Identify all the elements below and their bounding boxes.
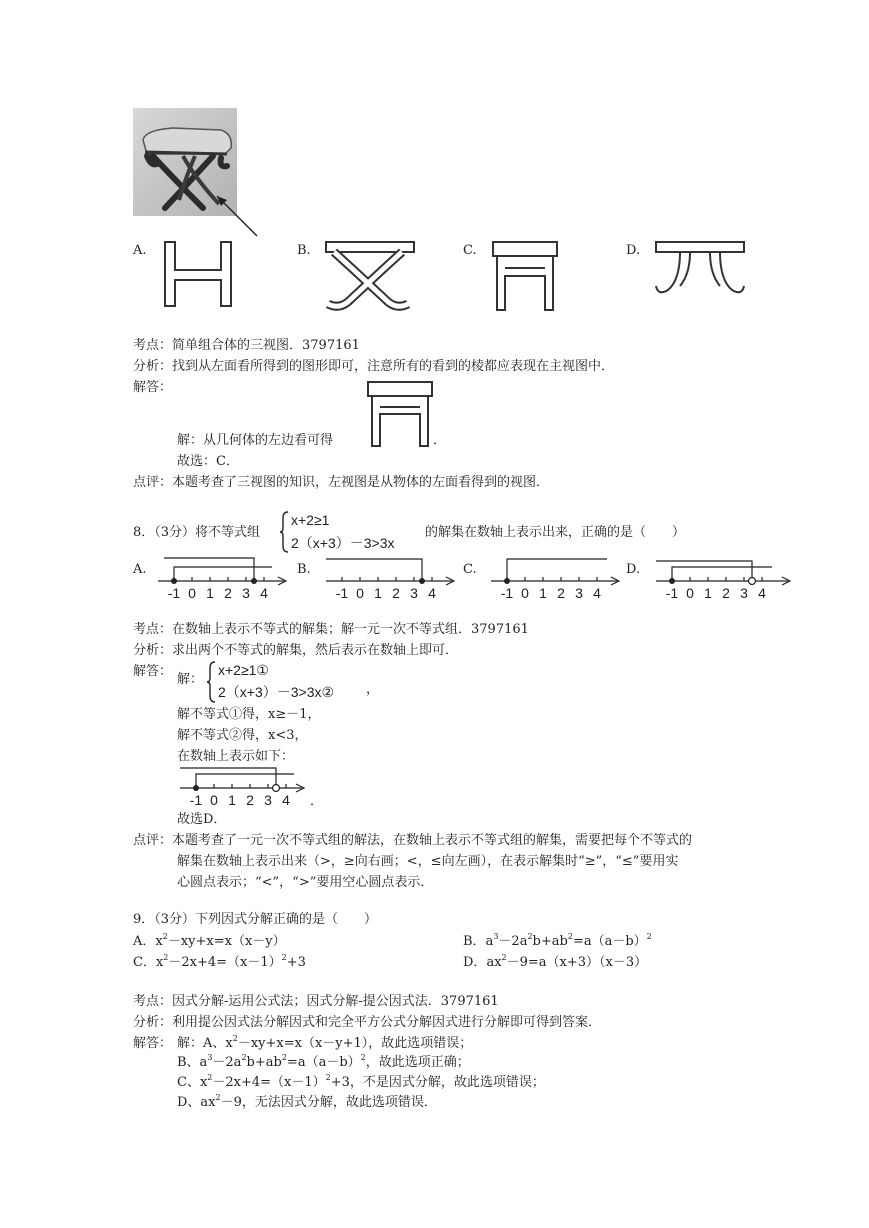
q8-solution-label: 解： bbox=[177, 672, 204, 687]
svg-text:3: 3 bbox=[264, 792, 272, 808]
q9-fenxi: 分析：利用提公因式法分解因式和完全平方公式分解因式进行分解即可得到答案． bbox=[133, 1015, 602, 1030]
q8-number-line-d bbox=[654, 555, 794, 603]
svg-text:-1: -1 bbox=[189, 792, 203, 808]
q8-option-a-label: A. bbox=[133, 562, 147, 577]
svg-text:0: 0 bbox=[521, 585, 529, 601]
q9-option-a: A．$x^2-xy+x=x(x-y)$ bbox=[133, 932, 286, 949]
q8-number-line-b bbox=[324, 555, 464, 603]
svg-text:4: 4 bbox=[428, 585, 436, 601]
svg-text:1: 1 bbox=[704, 585, 712, 601]
q7-dianping: 点评：本题考查了三视图的知识，左视图是从物体的左面看得到的视图． bbox=[133, 475, 550, 490]
svg-text:4: 4 bbox=[282, 792, 290, 808]
q8-step-2: 解不等式②得，x<3， bbox=[177, 728, 308, 743]
svg-text:-1: -1 bbox=[665, 585, 679, 601]
q9-option-b: B．$a^3-2a^2b+ab^2=a(a-b)^2$ bbox=[463, 932, 652, 949]
q8-solution-inequality-1: x+2≥1① bbox=[218, 662, 269, 678]
q9-option-c: C．$x^2-2x+4=(x-1)^2+3$ bbox=[133, 953, 306, 970]
q7-jieda: 解答： bbox=[133, 380, 173, 395]
q8-kaodian: 考点：在数轴上表示不等式的解集；解一元一次不等式组．3797161 bbox=[133, 622, 529, 637]
svg-text:1: 1 bbox=[539, 585, 547, 601]
stool-photo bbox=[133, 108, 268, 240]
svg-text:0: 0 bbox=[210, 792, 218, 808]
svg-text:-1: -1 bbox=[335, 585, 349, 601]
q8-solution-comma: ， bbox=[366, 682, 380, 697]
q8-inequality-2: 2（x+3）－3>3x bbox=[291, 535, 395, 551]
svg-text:2: 2 bbox=[557, 585, 565, 601]
q9-option-d-label: D． bbox=[463, 955, 487, 970]
q7-option-b-figure bbox=[324, 240, 416, 314]
q9-solution-c: C、$x^2-2x+4=(x-1)^2+3$，不是因式分解，故此选项错误； bbox=[177, 1073, 545, 1090]
svg-text:-1: -1 bbox=[500, 585, 514, 601]
q9-jieda: 解答： bbox=[133, 1036, 173, 1051]
q8-fenxi: 分析：求出两个不等式的解集，然后表示在数轴上即可． bbox=[133, 643, 459, 658]
q7-option-d-figure bbox=[652, 240, 748, 304]
q7-option-a-figure bbox=[163, 240, 233, 308]
q7-option-b-label: B. bbox=[297, 243, 311, 258]
q8-solution-brace bbox=[207, 660, 217, 704]
q8-stem-suffix: 的解集在数轴上表示出来，正确的是（ ） bbox=[425, 525, 686, 540]
svg-text:1: 1 bbox=[206, 585, 214, 601]
q7-option-c-figure bbox=[491, 240, 559, 312]
q8-system-brace bbox=[280, 510, 290, 554]
q7-solution-figure bbox=[366, 380, 436, 448]
svg-text:2: 2 bbox=[224, 585, 232, 601]
svg-text:4: 4 bbox=[593, 585, 601, 601]
q7-fenxi: 分析：找到从左面看所得到的图形即可，注意所有的看到的棱都应表现在主视图中． bbox=[133, 359, 615, 374]
svg-text:1: 1 bbox=[374, 585, 382, 601]
q9-stem: 9．（3分）下列因式分解正确的是（ ） bbox=[133, 912, 378, 927]
svg-text:3: 3 bbox=[575, 585, 583, 601]
q8-inequality-1: x+2≥1 bbox=[291, 512, 330, 528]
svg-text:3: 3 bbox=[740, 585, 748, 601]
q8-stem-prefix: 8．（3分）将不等式组 bbox=[133, 525, 261, 540]
q8-dianping-line-2: 解集在数轴上表示出来（>，≥向右画；<，≤向左画），在表示解集时“≥”，“≤”要用实 bbox=[177, 854, 679, 869]
axis bbox=[158, 558, 286, 585]
svg-text:0: 0 bbox=[356, 585, 364, 601]
q9-option-b-label: B． bbox=[463, 934, 486, 949]
svg-text:3: 3 bbox=[410, 585, 418, 601]
q7-answer: 故选：C． bbox=[177, 454, 239, 469]
svg-text:-1: -1 bbox=[167, 585, 181, 601]
q9-option-d: D．$ax^2-9=a(x+3)(x-3)$ bbox=[463, 953, 648, 970]
q9-option-a-label: A． bbox=[133, 934, 156, 949]
q8-option-d-label: D. bbox=[626, 562, 641, 577]
q8-option-c-label: C. bbox=[463, 562, 477, 577]
q9-solution-b: B、$a^3-2a^2b+ab^2=a(a-b)^2$，故此选项正确； bbox=[177, 1053, 470, 1070]
q9-kaodian: 考点：因式分解-运用公式法；因式分解-提公因式法．3797161 bbox=[133, 994, 499, 1009]
q8-dianping-line-1: 点评：本题考查了一元一次不等式组的解法，在数轴上表示不等式组的解集，需要把每个不等式的 bbox=[133, 833, 693, 848]
q7-option-a-label: A. bbox=[133, 243, 147, 258]
q8-number-line-a bbox=[156, 555, 296, 603]
svg-text:4: 4 bbox=[260, 585, 268, 601]
svg-text:2: 2 bbox=[246, 792, 254, 808]
svg-text:2: 2 bbox=[722, 585, 730, 601]
q9-option-c-label: C． bbox=[133, 955, 156, 970]
q9-solution-a: 解：A、$x^2-xy+x=x(x-y+1)$，故此选项错误； bbox=[177, 1034, 473, 1051]
q8-step-3: 在数轴上表示如下： bbox=[177, 749, 295, 764]
svg-text:1: 1 bbox=[228, 792, 236, 808]
q9-solution-d: D、$ax^2-9$，无法因式分解，故此选项错误． bbox=[177, 1093, 437, 1110]
svg-text:0: 0 bbox=[686, 585, 694, 601]
q7-option-d-label: D. bbox=[626, 243, 641, 258]
q7-option-c-label: C. bbox=[463, 243, 477, 258]
q8-solution-inequality-2: 2（x+3）－3>3x② bbox=[218, 684, 335, 700]
q8-jieda: 解答： bbox=[133, 664, 173, 679]
q8-dianping-line-3: 心圆点表示；“<”，“>”要用空心圆点表示． bbox=[177, 875, 434, 890]
q8-number-line-c bbox=[489, 555, 629, 603]
q8-step-1: 解不等式①得，x≥－1， bbox=[177, 707, 321, 722]
q7-kaodian: 考点：简单组合体的三视图．3797161 bbox=[133, 338, 360, 353]
q7-solution-period: ． bbox=[433, 433, 447, 448]
svg-text:4: 4 bbox=[758, 585, 766, 601]
svg-text:3: 3 bbox=[242, 585, 250, 601]
q8-number-line-period: ． bbox=[310, 794, 324, 809]
q8-answer: 故选D． bbox=[177, 812, 227, 827]
q7-solution-text: 解：从几何体的左边看可得 bbox=[177, 433, 334, 448]
svg-text:0: 0 bbox=[188, 585, 196, 601]
q8-solution-number-line bbox=[178, 762, 310, 810]
svg-text:2: 2 bbox=[392, 585, 400, 601]
q8-option-b-label: B. bbox=[297, 562, 311, 577]
